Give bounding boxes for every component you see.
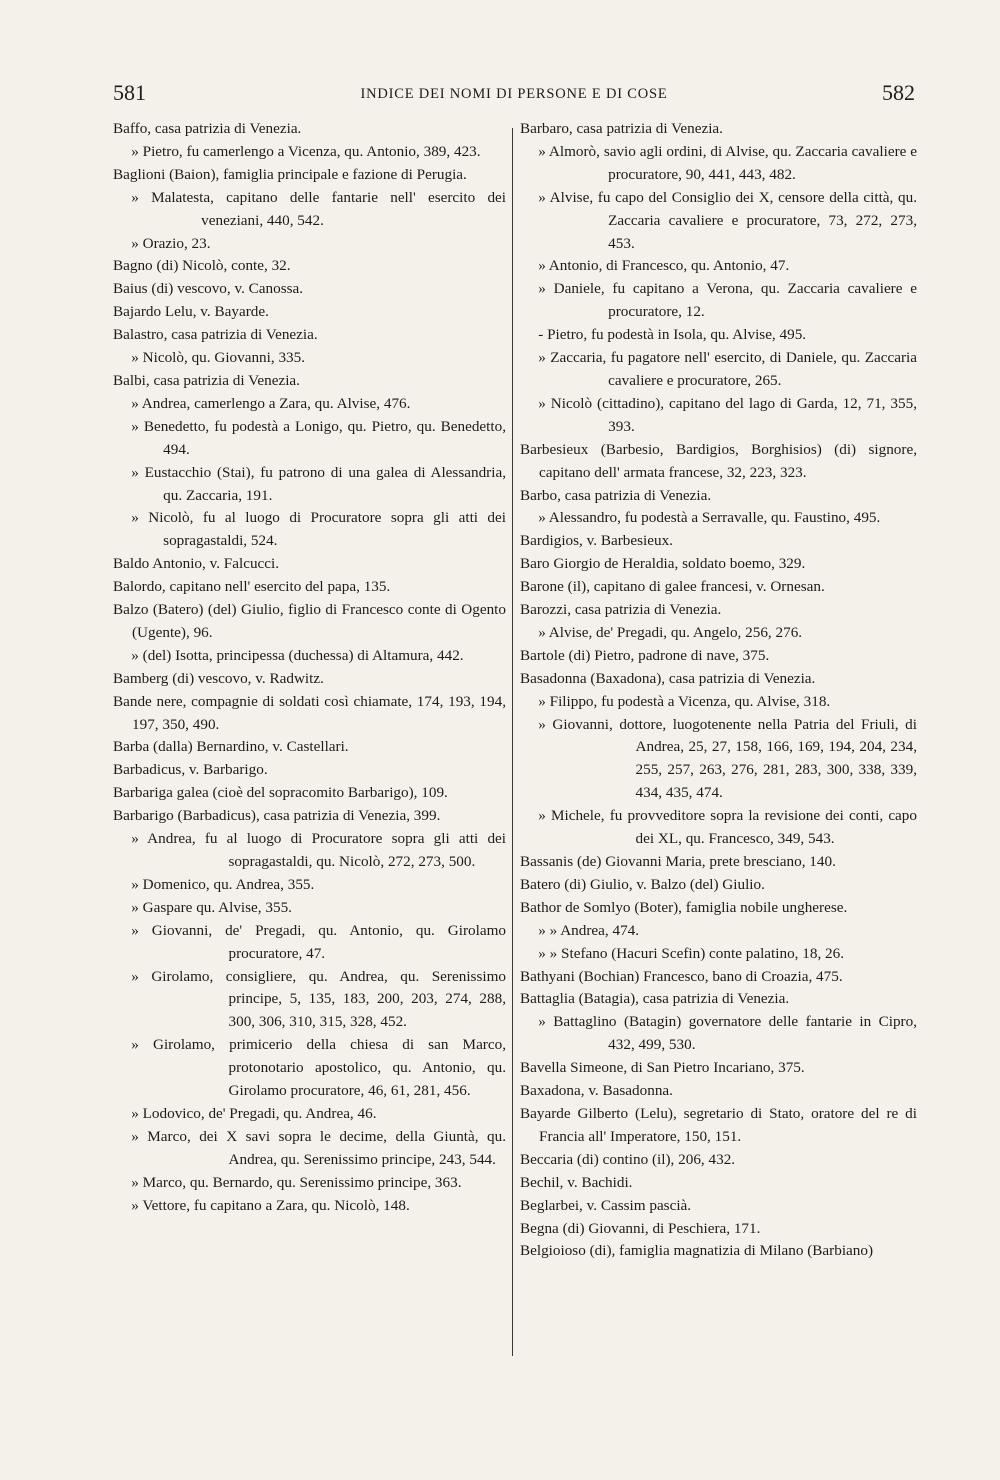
index-subentry: » Daniele, fu capitano a Verona, qu. Zaccaria cavaliere e procuratore, 12. — [538, 280, 917, 321]
index-entry: Batero (di) Giulio, v. Balzo (del) Giulio. — [520, 875, 765, 893]
index-entry: Bamberg (di) vescovo, v. Radwitz. — [113, 669, 324, 687]
index-entry: Belgioioso (di), famiglia magnatizia di Milano (Barbiano) — [520, 1242, 874, 1260]
index-subentry: » Alvise, fu capo del Consiglio dei X, censore della città, qu. Zaccaria cavaliere e procuratore, 73, 272, 273, 453. — [538, 188, 917, 252]
index-entry: Bathyani (Bochian) Francesco, bano di Croazia, 475. — [520, 967, 843, 985]
index-subentry: » Nicolò, qu. Giovanni, 335. — [131, 349, 306, 367]
index-entry: Balzo (Batero) (del) Giulio, figlio di Francesco conte di Ogento (Ugente), 96. — [113, 601, 506, 641]
index-entry: Barbesieux (Barbesio, Bardigios, Borghisios) (di) signore, capitano dell' armata francese, 32, 223, 323. — [520, 440, 917, 481]
index-subentry: » Girolamo, primicerio della chiesa di san Marco, protonotario apostolico, qu. Antonio, qu. Girolamo procuratore, 46, 61, 281, 456. — [131, 1036, 506, 1100]
index-subentry: » Battaglino (Batagin) governatore delle fantarie in Cipro, 432, 499, 530. — [538, 1013, 917, 1054]
index-entry: Bassanis (de) Giovanni Maria, prete bresciano, 140. — [520, 853, 836, 870]
index-subentry: » Andrea, fu al luogo di Procuratore sopra gli atti dei sopragastaldi, qu. Nicolò, 272, 273, 500. — [131, 830, 506, 870]
index-subentry: » Benedetto, fu podestà a Lonigo, qu. Pietro, qu. Benedetto, 494. — [131, 417, 506, 458]
index-subentry: » » Andrea, 474. — [538, 921, 640, 939]
index-entry: Begna (di) Giovanni, di Peschiera, 171. — [520, 1219, 761, 1237]
right-page-number: 582 — [882, 80, 915, 105]
index-subentry: » Alessandro, fu podestà a Serravalle, qu. Faustino, 495. — [538, 509, 881, 527]
index-entry: Barbariga galea (cioè del sopracomito Barbarigo), 109. — [113, 784, 448, 802]
index-entry: Baius (di) vescovo, v. Canossa. — [113, 280, 304, 298]
index-subentry: » Marco, dei X savi sopra le decime, della Giuntà, qu. Andrea, qu. Serenissimo principe, 243, 544. — [131, 1127, 506, 1168]
index-subentry: » Marco, qu. Bernardo, qu. Serenissimo principe, 363. — [131, 1173, 462, 1191]
index-entry: Bartole (di) Pietro, padrone di nave, 375. — [520, 646, 770, 664]
index-entry: Balordo, capitano nell' esercito del papa, 135. — [113, 578, 391, 596]
index-subentry: » Girolamo, consigliere, qu. Andrea, qu. Serenissimo principe, 5, 135, 183, 200, 203, 274, 288, 300, 306, 310, 315, 328, 452. — [131, 967, 506, 1031]
index-subentry: » Giovanni, dottore, luogotenente nella Patria del Friuli, di Andrea, 25, 27, 158, 166, 169, 194, 204, 234, 255, 257, 263, 276, 281, 283, 300, 338, 339, 434, 435, 474. — [538, 715, 917, 802]
index-entry: Bayarde Gilberto (Lelu), segretario di Stato, oratore del re di Francia all' Imperatore, 150, 151. — [520, 1104, 917, 1145]
running-title: INDICE DEI NOMI DI PERSONE E DI COSE — [360, 86, 668, 102]
index-entry: Bajardo Lelu, v. Bayarde. — [113, 303, 269, 321]
index-entry: Baffo, casa patrizia di Venezia. — [113, 120, 302, 137]
index-entry: Bavella Simeone, di San Pietro Incariano, 375. — [520, 1059, 805, 1077]
running-header — [113, 80, 915, 112]
index-entry: Barbadicus, v. Barbarigo. — [113, 761, 268, 779]
index-column-right — [520, 118, 917, 1263]
index-subentry: » Alvise, de' Pregadi, qu. Angelo, 256, 276. — [538, 623, 803, 641]
index-entry: Baro Giorgio de Heraldia, soldato boemo, 329. — [520, 555, 806, 573]
index-entry: Baxadona, v. Basadonna. — [520, 1082, 673, 1100]
index-entry: Barba (dalla) Bernardino, v. Castellari. — [113, 738, 349, 756]
index-subentry: » Lodovico, de' Pregadi, qu. Andrea, 46. — [131, 1104, 377, 1122]
index-column-left — [113, 118, 506, 1218]
index-entry: Beccaria (di) contino (il), 206, 432. — [520, 1150, 736, 1168]
index-subentry: » (del) Isotta, principessa (duchessa) di Altamura, 442. — [131, 646, 464, 664]
index-entry: Battaglia (Batagia), casa patrizia di Venezia. — [520, 990, 790, 1008]
index-subentry: » Antonio, di Francesco, qu. Antonio, 47. — [538, 257, 790, 275]
index-subentry: » Nicolò (cittadino), capitano del lago di Garda, 12, 71, 355, 393. — [538, 394, 917, 435]
index-subentry: » Andrea, camerlengo a Zara, qu. Alvise, 476. — [131, 394, 411, 412]
column-divider — [512, 128, 513, 1356]
index-entry: Bardigios, v. Barbesieux. — [520, 532, 673, 550]
index-subentry: » Vettore, fu capitano a Zara, qu. Nicolò, 148. — [131, 1196, 410, 1214]
index-entry: Basadonna (Baxadona), casa patrizia di Venezia. — [520, 669, 816, 687]
index-subentry: » Pietro, fu camerlengo a Vicenza, qu. Antonio, 389, 423. — [131, 142, 481, 160]
index-subentry: » Nicolò, fu al luogo di Procuratore sopra gli atti dei sopragastaldi, 524. — [131, 509, 506, 550]
index-subentry: » Eustacchio (Stai), fu patrono di una galea di Alessandria, qu. Zaccaria, 191. — [131, 463, 506, 504]
index-subentry: » Orazio, 23. — [131, 234, 211, 252]
index-subentry: - Pietro, fu podestà in Isola, qu. Alvise, 495. — [538, 326, 807, 344]
index-entry: Bechil, v. Bachidi. — [520, 1173, 633, 1191]
index-entry: Baglioni (Baion), famiglia principale e fazione di Perugia. — [113, 165, 467, 183]
index-entry: Bande nere, compagnie di soldati così chiamate, 174, 193, 194, 197, 350, 490. — [113, 692, 506, 733]
index-subentry: » Michele, fu provveditore sopra la revisione dei conti, capo dei XL, qu. Francesco, 349, 543. — [538, 807, 917, 848]
index-subentry: » Domenico, qu. Andrea, 355. — [131, 875, 315, 893]
index-entry: Barbo, casa patrizia di Venezia. — [520, 486, 712, 504]
index-subentry: » Filippo, fu podestà a Vicenza, qu. Alvise, 318. — [538, 692, 831, 710]
index-subentry: » Gaspare qu. Alvise, 355. — [131, 898, 292, 916]
index-entry: Bagno (di) Nicolò, conte, 32. — [113, 257, 291, 275]
index-entry: Balastro, casa patrizia di Venezia. — [113, 326, 318, 344]
index-entry: Barone (il), capitano di galee francesi, v. Ornesan. — [520, 578, 825, 596]
index-entry: Barbarigo (Barbadicus), casa patrizia di Venezia, 399. — [113, 807, 441, 825]
index-subentry: » Giovanni, de' Pregadi, qu. Antonio, qu. Girolamo procuratore, 47. — [131, 921, 506, 962]
index-entry: Baldo Antonio, v. Falcucci. — [113, 555, 280, 573]
index-subentry: » Malatesta, capitano delle fantarie nell' esercito dei veneziani, 440, 542. — [131, 188, 506, 229]
left-page-number: 581 — [113, 80, 146, 105]
index-subentry: » Zaccaria, fu pagatore nell' esercito, di Daniele, qu. Zaccaria cavaliere e procuratore, 265. — [538, 349, 917, 389]
index-entry: Beglarbei, v. Cassim pascià. — [520, 1196, 692, 1214]
index-entry: Barbaro, casa patrizia di Venezia. — [520, 120, 723, 137]
index-subentry: » Almorò, savio agli ordini, di Alvise, qu. Zaccaria cavaliere e procuratore, 90, 441, 443, 482. — [538, 142, 917, 183]
index-subentry: » » Stefano (Hacuri Scefin) conte palatino, 18, 26. — [538, 944, 845, 962]
index-entry: Barozzi, casa patrizia di Venezia. — [520, 601, 722, 619]
index-entry: Balbi, casa patrizia di Venezia. — [113, 371, 300, 389]
index-entry: Bathor de Somlyo (Boter), famiglia nobile ungherese. — [520, 898, 848, 916]
